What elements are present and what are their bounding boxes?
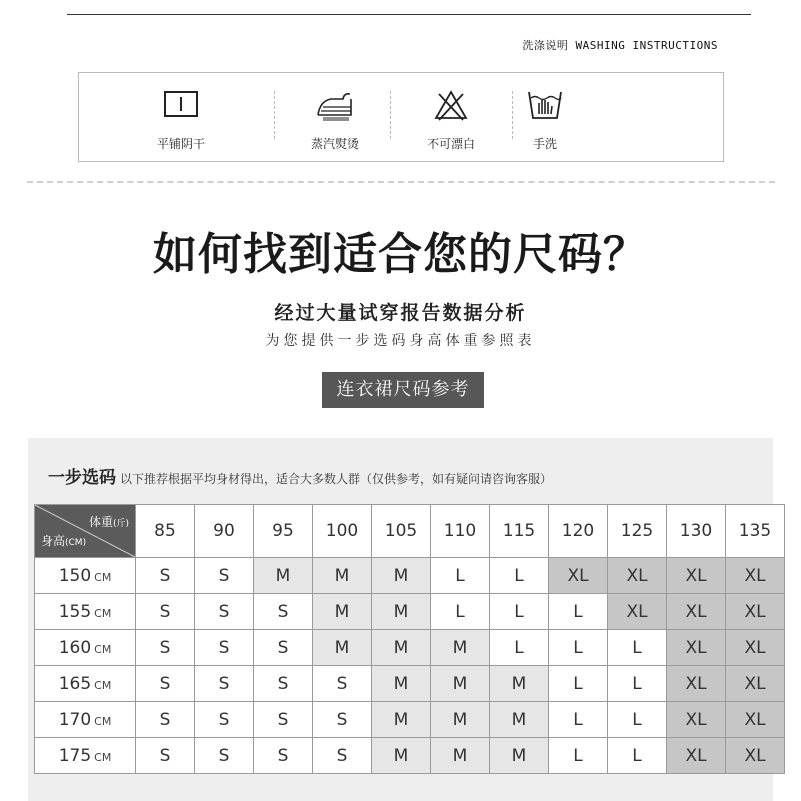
height-value: 160 — [58, 637, 92, 658]
height-row-header — [35, 702, 136, 738]
table-row — [35, 594, 785, 630]
weight-header-unit: (斤) — [112, 519, 129, 529]
height-row-header — [35, 558, 136, 594]
size-cell: M — [490, 702, 549, 738]
size-cell: S — [195, 558, 254, 594]
size-cell: L — [549, 738, 608, 774]
size-cell: M — [372, 702, 431, 738]
height-unit: CM — [94, 750, 112, 764]
size-cell: XL — [608, 558, 667, 594]
size-cell: L — [490, 558, 549, 594]
height-header — [41, 532, 86, 549]
weight-column-header: 105 — [372, 505, 431, 558]
washing-item-label: 蒸汽熨烫 — [310, 137, 359, 151]
size-cell: M — [313, 558, 372, 594]
size-cell: XL — [667, 738, 726, 774]
washing-separator — [274, 91, 275, 139]
size-cell: XL — [667, 630, 726, 666]
size-cell: M — [313, 630, 372, 666]
size-cell: XL — [726, 594, 785, 630]
size-cell: L — [431, 594, 490, 630]
height-value: 165 — [58, 673, 92, 694]
weight-column-header: 90 — [195, 505, 254, 558]
weight-column-header: 115 — [490, 505, 549, 558]
table-row — [35, 738, 785, 774]
size-cell: XL — [726, 666, 785, 702]
size-cell: S — [136, 666, 195, 702]
size-cell: M — [431, 738, 490, 774]
size-cell: XL — [726, 630, 785, 666]
table-row — [35, 558, 785, 594]
height-header-unit: (CM) — [65, 538, 87, 548]
size-cell: L — [490, 594, 549, 630]
height-unit: CM — [94, 642, 112, 656]
table-row — [35, 702, 785, 738]
size-cell: S — [313, 738, 372, 774]
size-cell: M — [431, 630, 490, 666]
height-unit: CM — [94, 606, 112, 620]
flat-dry-icon — [161, 88, 201, 122]
size-cell: XL — [608, 594, 667, 630]
washing-item-label: 手洗 — [532, 137, 557, 151]
steam-iron-icon — [315, 88, 355, 122]
section-divider — [27, 181, 775, 183]
size-cell: M — [431, 666, 490, 702]
size-cell: S — [254, 702, 313, 738]
size-cell: S — [254, 594, 313, 630]
size-cell: XL — [667, 666, 726, 702]
table-corner-cell — [35, 505, 136, 558]
size-cell: L — [549, 666, 608, 702]
size-cell: XL — [726, 738, 785, 774]
hand-wash-icon — [525, 88, 565, 122]
subtitle-secondary: 为您提供一步选码身高体重参照表 — [265, 333, 536, 349]
size-cell: S — [136, 630, 195, 666]
size-cell: M — [372, 558, 431, 594]
height-value: 170 — [58, 709, 92, 730]
subtitle-primary: 经过大量试穿报告数据分析 — [274, 302, 527, 324]
size-cell: S — [254, 738, 313, 774]
size-cell: L — [608, 702, 667, 738]
washing-item-steam-iron — [280, 73, 390, 161]
size-cell: S — [195, 738, 254, 774]
size-cell: XL — [667, 558, 726, 594]
weight-column-header: 130 — [667, 505, 726, 558]
size-cell: XL — [667, 594, 726, 630]
size-table — [34, 504, 785, 774]
weight-header-label: 体重 — [88, 515, 113, 529]
table-row — [35, 630, 785, 666]
size-cell: M — [372, 630, 431, 666]
height-row-header — [35, 738, 136, 774]
height-value: 175 — [58, 745, 92, 766]
size-cell: S — [136, 594, 195, 630]
size-cell: S — [254, 630, 313, 666]
size-cell: XL — [667, 702, 726, 738]
size-cell: L — [431, 558, 490, 594]
size-cell: S — [136, 738, 195, 774]
weight-column-header: 120 — [549, 505, 608, 558]
height-row-header — [35, 630, 136, 666]
size-cell: S — [313, 702, 372, 738]
size-cell: S — [195, 630, 254, 666]
size-cell: S — [195, 702, 254, 738]
weight-column-header: 125 — [608, 505, 667, 558]
size-chart-note: 以下推荐根据平均身材得出，适合大多数人群（仅供参考，如有疑问请咨询客服） — [120, 472, 553, 486]
size-cell: L — [608, 738, 667, 774]
height-value: 150 — [58, 565, 92, 586]
washing-item-label: 不可漂白 — [426, 137, 475, 151]
no-bleach-icon — [431, 88, 471, 122]
weight-column-header: 95 — [254, 505, 313, 558]
size-cell: L — [549, 630, 608, 666]
page-title: 如何找到适合您的尺码？ — [153, 229, 648, 280]
height-unit: CM — [94, 678, 112, 692]
size-cell: S — [195, 594, 254, 630]
weight-column-header: 100 — [313, 505, 372, 558]
washing-title: 洗涤说明 WASHING INSTRUCTIONS — [522, 39, 718, 52]
size-cell: M — [254, 558, 313, 594]
washing-separator — [390, 91, 391, 139]
size-cell: M — [372, 666, 431, 702]
size-cell: S — [313, 666, 372, 702]
weight-column-header: 85 — [136, 505, 195, 558]
size-cell: M — [313, 594, 372, 630]
size-cell: S — [254, 666, 313, 702]
size-chart-heading: 一步选码 — [48, 468, 116, 488]
top-divider — [67, 14, 751, 15]
washing-item-flat-dry — [126, 73, 236, 161]
size-cell: S — [136, 558, 195, 594]
washing-item-label: 平铺阴干 — [156, 137, 205, 151]
size-cell: L — [490, 630, 549, 666]
height-row-header — [35, 594, 136, 630]
size-cell: L — [549, 702, 608, 738]
height-unit: CM — [94, 714, 112, 728]
size-cell: L — [608, 630, 667, 666]
weight-header — [89, 513, 129, 530]
washing-item-hand-wash — [490, 73, 600, 161]
size-cell: XL — [726, 702, 785, 738]
table-row — [35, 666, 785, 702]
height-unit: CM — [94, 570, 112, 584]
size-cell: M — [372, 594, 431, 630]
size-cell: S — [195, 666, 254, 702]
table-header-row — [35, 505, 785, 558]
height-value: 155 — [58, 601, 92, 622]
size-cell: M — [431, 702, 490, 738]
size-chart-intro — [48, 463, 552, 488]
height-header-label: 身高 — [41, 534, 66, 548]
height-row-header — [35, 666, 136, 702]
size-cell: M — [490, 738, 549, 774]
size-cell: M — [372, 738, 431, 774]
size-cell: XL — [549, 558, 608, 594]
size-chart-badge: 连衣裙尺码参考 — [322, 372, 484, 408]
washing-instructions-panel — [78, 72, 724, 162]
size-cell: L — [608, 666, 667, 702]
size-cell: XL — [726, 558, 785, 594]
weight-column-header: 110 — [431, 505, 490, 558]
weight-column-header: 135 — [726, 505, 785, 558]
size-cell: M — [490, 666, 549, 702]
size-cell: S — [136, 702, 195, 738]
size-cell: L — [549, 594, 608, 630]
